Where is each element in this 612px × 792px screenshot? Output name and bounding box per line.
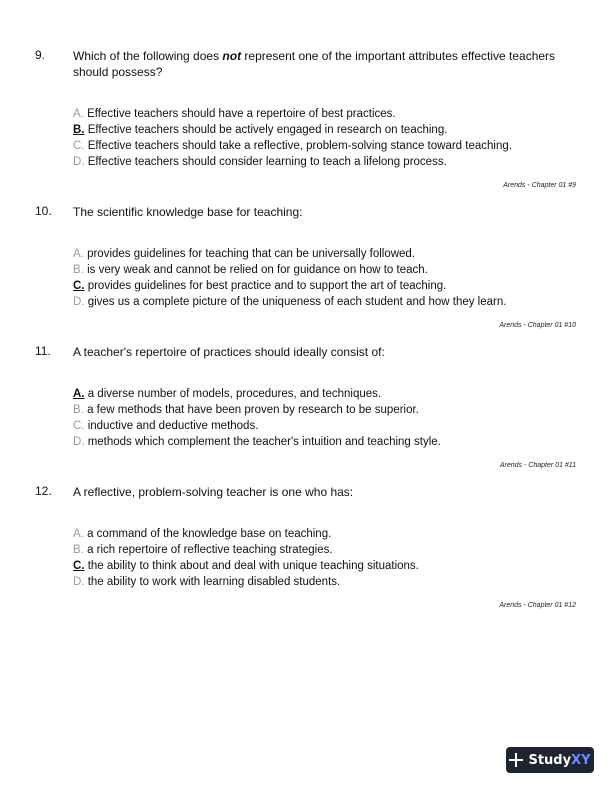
option-text: gives us a complete picture of the uniqueness of each student and how they learn. (87, 296, 507, 308)
option-text: the ability to work with learning disabled students. (87, 576, 341, 588)
option-b (73, 122, 512, 138)
option-letter: B. (73, 264, 84, 276)
answer-options (73, 106, 512, 170)
option-text: provides guidelines for teaching that can be universally followed. (87, 248, 416, 260)
option-d (73, 434, 441, 450)
question-text: A teacher's repertoire of practices should ideally consist of: (73, 345, 385, 359)
option-d (73, 154, 512, 170)
option-letter: A. (73, 528, 84, 540)
answer-options (73, 526, 419, 590)
option-letter-correct: A. (73, 388, 85, 400)
option-text: is very weak and cannot be relied on for guidance on how to teach. (87, 264, 428, 276)
logo-brand: Study (528, 752, 572, 768)
option-letter: C. (73, 140, 85, 152)
question-text-post: represent one of the important attributes effective teachers should possess? (73, 49, 556, 79)
question-number: 11. (35, 344, 51, 358)
option-letter: D. (73, 576, 85, 588)
option-c (73, 138, 512, 154)
option-letter: B. (73, 404, 84, 416)
option-letter: D. (73, 436, 85, 448)
option-letter: A. (73, 108, 84, 120)
option-letter: A. (73, 248, 84, 260)
option-a (73, 386, 441, 402)
option-text: methods which complement the teacher's intuition and teaching style. (87, 436, 441, 448)
option-letter: D. (73, 156, 85, 168)
option-letter-correct: B. (73, 124, 85, 136)
chapter-reference: Arends - Chapter 01 #10 (499, 322, 576, 329)
option-text: Effective teachers should have a repertoire of best practices. (87, 108, 396, 120)
question-number: 12. (35, 484, 52, 498)
question-text: A reflective, problem-solving teacher is one who has: (73, 485, 354, 499)
option-text: a command of the knowledge base on teaching. (87, 528, 332, 540)
chapter-reference: Arends - Chapter 01 #9 (503, 182, 576, 189)
option-d (73, 294, 506, 310)
option-letter: D. (73, 296, 85, 308)
option-letter-correct: C. (73, 280, 85, 292)
question-text: The scientific knowledge base for teaching: (73, 205, 303, 219)
option-text: a rich repertoire of reflective teaching strategies. (87, 544, 333, 556)
option-letter-correct: C. (73, 560, 85, 572)
question-text-emphasis: not (222, 49, 242, 63)
option-text: the ability to think about and deal with unique teaching situations. (87, 560, 419, 572)
option-letter: B. (73, 544, 84, 556)
option-a (73, 526, 419, 542)
chapter-reference: Arends - Chapter 01 #12 (499, 602, 576, 609)
option-text: Effective teachers should be actively engaged in research on teaching. (87, 124, 448, 136)
option-text: Effective teachers should consider learning to teach a lifelong process. (87, 156, 447, 168)
question-number: 10. (35, 204, 52, 218)
option-letter: C. (73, 420, 85, 432)
option-b (73, 262, 506, 278)
option-c (73, 418, 441, 434)
logo-brand-accent: XY (571, 752, 591, 768)
option-a (73, 246, 506, 262)
option-text: a diverse number of models, procedures, and techniques. (87, 388, 382, 400)
option-c (73, 278, 506, 294)
option-text: inductive and deductive methods. (87, 420, 259, 432)
question-number: 9. (35, 48, 46, 62)
option-d (73, 574, 419, 590)
plus-icon (509, 753, 523, 767)
option-b (73, 402, 441, 418)
studyxy-logo (506, 747, 594, 773)
answer-options (73, 246, 506, 310)
option-text: provides guidelines for best practice and to support the art of teaching. (87, 280, 447, 292)
option-c (73, 558, 419, 574)
question-text (73, 48, 573, 80)
option-text: Effective teachers should take a reflective, problem-solving stance toward teaching. (87, 140, 512, 152)
option-a (73, 106, 512, 122)
option-text: a few methods that have been proven by research to be superior. (87, 404, 419, 416)
option-b (73, 542, 419, 558)
answer-options (73, 386, 441, 450)
question-text-pre: Which of the following does (73, 49, 223, 63)
chapter-reference: Arends - Chapter 01 #11 (499, 462, 576, 469)
